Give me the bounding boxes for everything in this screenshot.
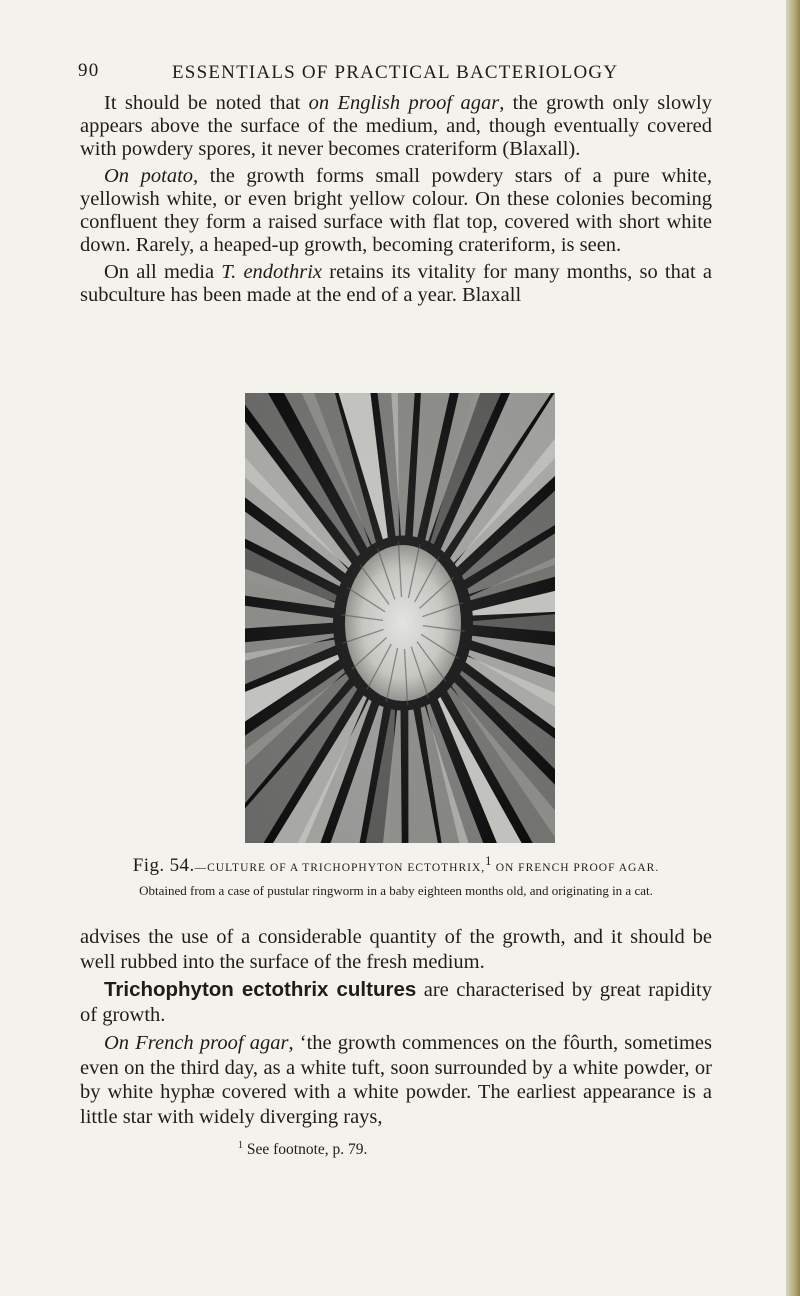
page-number: 90 xyxy=(78,60,100,81)
italic-run: On potato xyxy=(104,165,194,187)
italic-run: T. endothrix xyxy=(221,261,323,283)
bottom-text-block xyxy=(80,925,712,1133)
paragraph xyxy=(80,92,712,161)
caption-title xyxy=(80,854,712,877)
figure-number: Fig. 54. xyxy=(132,855,195,876)
figure-caption xyxy=(80,854,712,898)
page-edge xyxy=(786,0,800,1296)
caption-title-text-end: ON FRENCH PROOF AGAR. xyxy=(491,862,660,874)
text-run: It should be noted that xyxy=(104,92,309,114)
paragraph xyxy=(80,1031,712,1129)
culture-photograph xyxy=(245,393,555,843)
paragraph xyxy=(80,165,712,257)
text-run: retains its vitality for many months, so that a subculture has been made at the end of a year. Blaxall xyxy=(80,261,712,306)
text-run: On all media xyxy=(104,261,222,283)
paragraph: advises the use of a considerable quantity of the growth, and it should be well rubbed into the surface of the fresh medium. xyxy=(80,926,712,973)
text-run: are characterised by great rapidity of growth. xyxy=(80,979,712,1026)
text-run: , the growth only slowly appears above the surface of the medium, and, though eventually covered with powdery spores, it never becomes crateriform (Blaxall). xyxy=(80,92,712,160)
footnote-text: See footnote, p. 79. xyxy=(243,1141,368,1159)
paragraph xyxy=(80,261,712,307)
caption-title-text: —CULTURE OF A TRICHOPHYTON ECTOTHRIX, xyxy=(194,862,486,874)
culture-plate-image xyxy=(245,393,555,843)
caption-subtitle: Obtained from a case of pustular ringworm in a baby eighteen months old, and originating in a cat. xyxy=(139,883,653,898)
paragraph xyxy=(80,978,712,1027)
footnote-marker: 1 xyxy=(238,1140,243,1151)
top-text-block xyxy=(80,92,712,311)
bold-heading: Trichophyton ectothrix cultures xyxy=(104,978,417,1001)
text-run: , ‘the growth commences on the fôurth, sometimes even on the third day, as a white tuft, soon surrounded by a white powder, or by white hyphæ covered with a white powder. The earliest appearance is a little star with widely diverging rays, xyxy=(80,1032,712,1128)
italic-run: on English proof agar xyxy=(308,92,500,114)
running-head: ESSENTIALS OF PRACTICAL BACTERIOLOGY xyxy=(172,62,619,83)
footnote-marker: 1 xyxy=(485,854,492,868)
italic-run: On French proof agar xyxy=(104,1032,289,1054)
text-run: , the growth forms small powdery stars of a pure white, yellowish white, or even bright yellow colour. On these colonies becoming confluent they form a raised surface with flat top, covered with short white down. Rarely, a heaped-up growth, becoming crateriform, is seen. xyxy=(80,165,712,256)
footnote xyxy=(238,1140,367,1159)
